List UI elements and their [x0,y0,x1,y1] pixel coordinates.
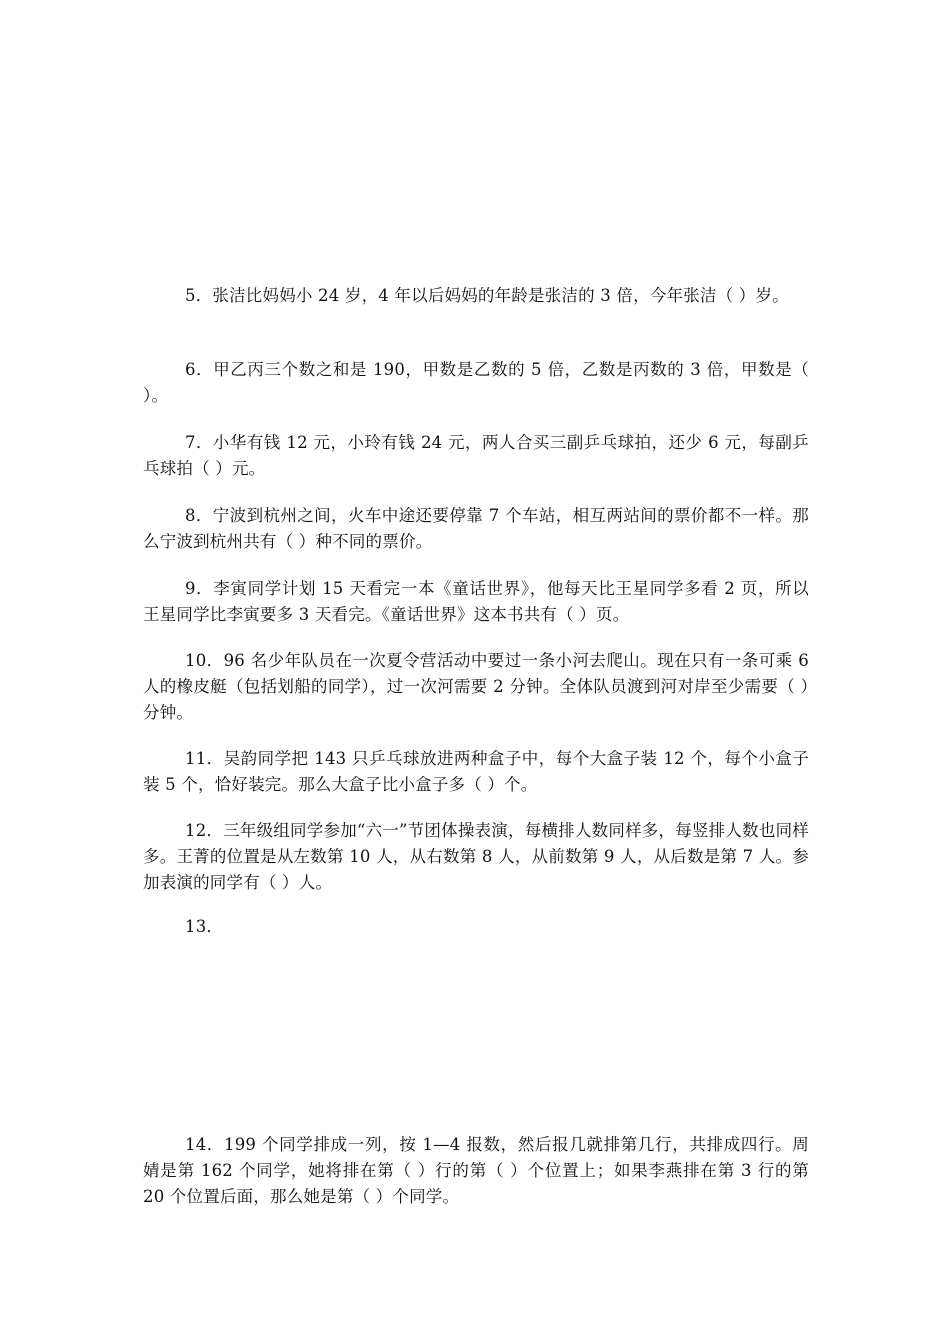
problem-10: 10．96 名少年队员在一次夏令营活动中要过一条小河去爬山。现在只有一条可乘 6 人的橡皮艇（包括划船的同学），过一次河需要 2 分钟。全体队员渡到河对岸至少需要（ ）分钟。 [143,651,809,722]
problem-11: 11．吴韵同学把 143 只乒乓球放进两种盒子中，每个大盒子装 12 个，每个小盒子装 5 个，恰好装完。那么大盒子比小盒子多（ ）个。 [143,749,809,794]
problem-12: 12．三年级组同学参加“六一”节团体操表演，每横排人数同样多，每竖排人数也同样多。王菁的位置是从左数第 10 人，从右数第 8 人，从前数第 9 人，从后数是第 7 人。参加表演的同学有（ ）人。 [143,821,809,892]
problem-9: 9．李寅同学计划 15 天看完一本《童话世界》，他每天比王星同学多看 2 页，所以王星同学比李寅要多 3 天看完。《童话世界》这本书共有（ ）页。 [143,579,809,624]
problem-7: 7．小华有钱 12 元，小玲有钱 24 元，两人合买三副乒乓球拍，还少 6 元，每副乒乓球拍（ ）元。 [143,433,809,478]
problem-14: 14．199 个同学排成一列，按 1—4 报数，然后报几就排第几行，共排成四行。周婧是第 162 个同学，她将排在第（ ）行的第（ ）个位置上；如果李燕排在第 3 行的第 20 个位置后面，那么她是第（ ）个同学。 [143,1135,809,1206]
problem-5: 5．张洁比妈妈小 24 岁，4 年以后妈妈的年龄是张洁的 3 倍，今年张洁（ ）岁。 [185,286,789,305]
problem-13: 13． [185,917,224,936]
problem-8: 8．宁波到杭州之间，火车中途还要停靠 7 个车站，相互两站间的票价都不一样。那么宁波到杭州共有（ ）种不同的票价。 [143,506,809,551]
problem-6: 6．甲乙丙三个数之和是 190，甲数是乙数的 5 倍，乙数是丙数的 3 倍，甲数是（ ）。 [143,360,809,405]
